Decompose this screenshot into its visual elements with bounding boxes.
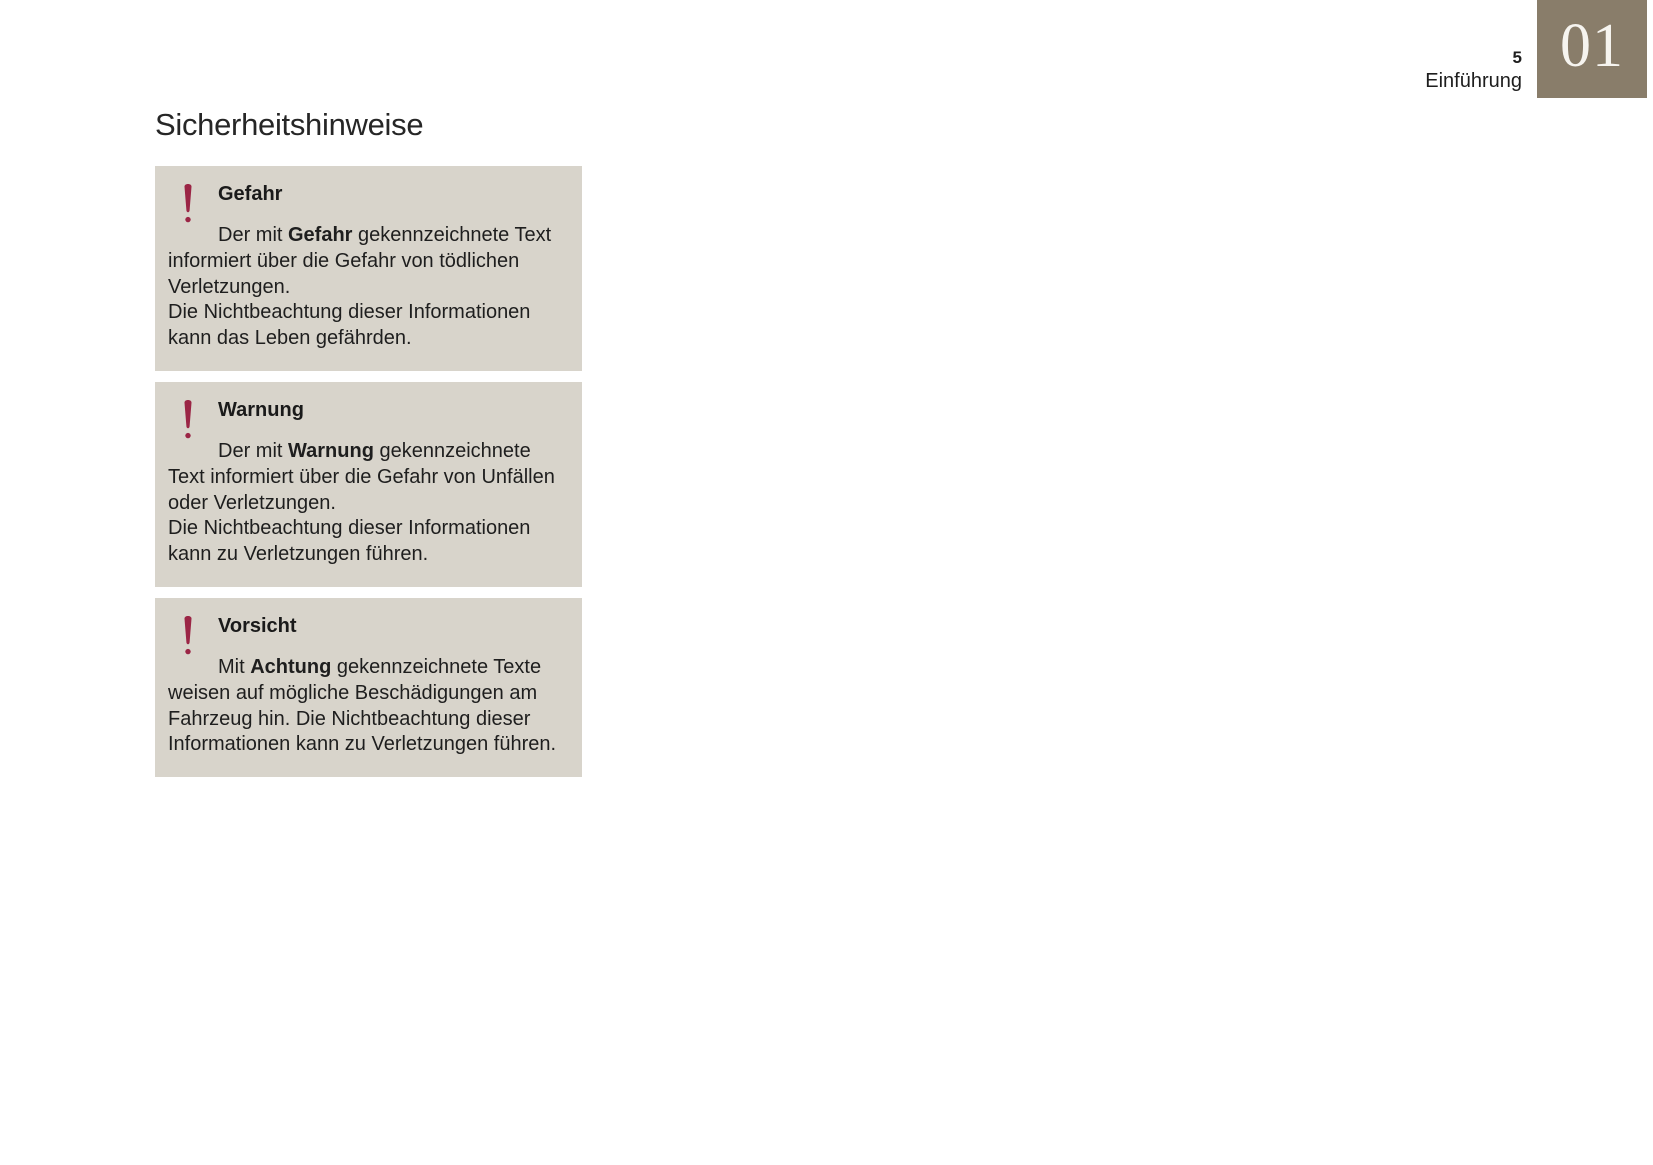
warning-box-text-2: Die Nichtbeachtung dieser Informationen kann das Leben gefährden. [168,301,531,350]
exclamation-icon [184,184,192,223]
warning-box-vorsicht [155,598,582,777]
page-meta [1425,47,1522,93]
text-run: Der mit [218,224,288,246]
content-column [155,106,582,788]
warning-box-title: Warnung [218,398,304,421]
warning-box-title: Vorsicht [218,614,297,637]
warning-box-title: Gefahr [218,183,283,205]
page-number: 5 [1512,48,1522,67]
text-run-bold: Gefahr [288,224,353,246]
text-run-bold: Warnung [288,439,374,462]
section-label: Einführung [1425,70,1522,92]
warning-box-header [168,183,572,223]
text-run: Der mit [218,439,288,462]
text-run-bold: Achtung [250,655,332,678]
warning-box-warnung [155,382,582,587]
warning-box-text [168,655,572,758]
chapter-number: 01 [1560,12,1624,80]
exclamation-icon [184,616,192,655]
warning-box-text [168,223,572,300]
page-title: Sicherheitshinweise [155,107,424,142]
text-run: gekennzeichnete Text informiert über die Gefahr von Unfällen oder Verletzungen. [168,439,555,514]
warning-box-header [168,399,572,439]
warning-box-text [168,439,572,516]
exclamation-icon [184,400,192,439]
warning-box-header [168,615,572,655]
warning-box-text-2: Die Nichtbeachtung dieser Informationen kann zu Verletzungen führen. [168,517,531,566]
chapter-tab [1537,0,1647,98]
text-run: gekennzeichnete Texte weisen auf mögliche Beschädigungen am Fahrzeug hin. Die Nichtbeachtung dieser Informationen kann zu Verletzungen führen. [168,655,557,756]
text-run: Mit [218,655,251,678]
text-run: gekennzeichnete Text informiert über die Gefahr von tödlichen Verletzungen. [168,224,552,298]
warning-box-gefahr [155,166,582,371]
